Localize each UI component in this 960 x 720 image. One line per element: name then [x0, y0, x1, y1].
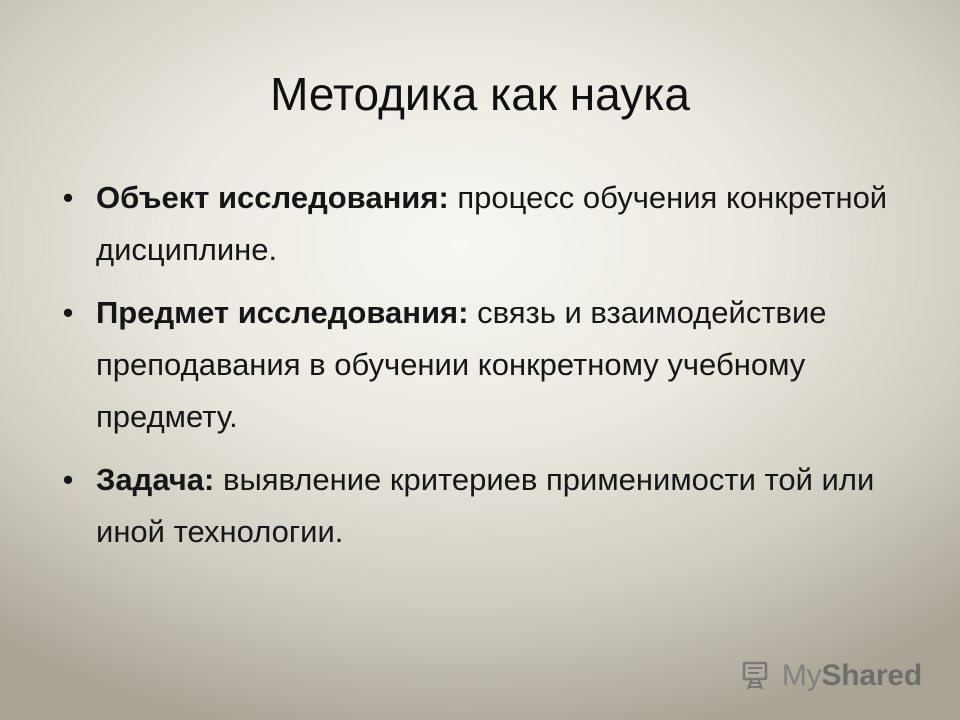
watermark-brand-part-1: My — [781, 659, 822, 692]
watermark-brand-part-2: Shared — [821, 659, 922, 692]
bullet-term: Объект исследования: — [96, 180, 449, 215]
bullet-item-subject — [58, 287, 888, 443]
myshared-watermark — [740, 658, 922, 694]
bullet-dot: • — [62, 462, 74, 497]
bullet-list — [58, 172, 888, 569]
bullet-text: выявление критериев применимости той или иной технологии. — [96, 462, 875, 549]
bullet-dot: • — [62, 295, 74, 330]
bullet-dot: • — [62, 180, 74, 215]
bullet-text: процесс обучения конкретной дисциплине. — [96, 180, 888, 267]
presentation-board-icon — [740, 659, 774, 693]
bullet-item-object — [58, 172, 888, 276]
bullet-item-task — [58, 454, 888, 558]
slide-title: Методика как наука — [270, 68, 690, 120]
watermark-brand-text — [782, 658, 922, 694]
bullet-term: Предмет исследования: — [96, 295, 469, 330]
bullet-term: Задача: — [96, 462, 215, 497]
bullet-text: связь и взаимодействие преподавания в обучении конкретному учебному предмету. — [96, 295, 827, 434]
